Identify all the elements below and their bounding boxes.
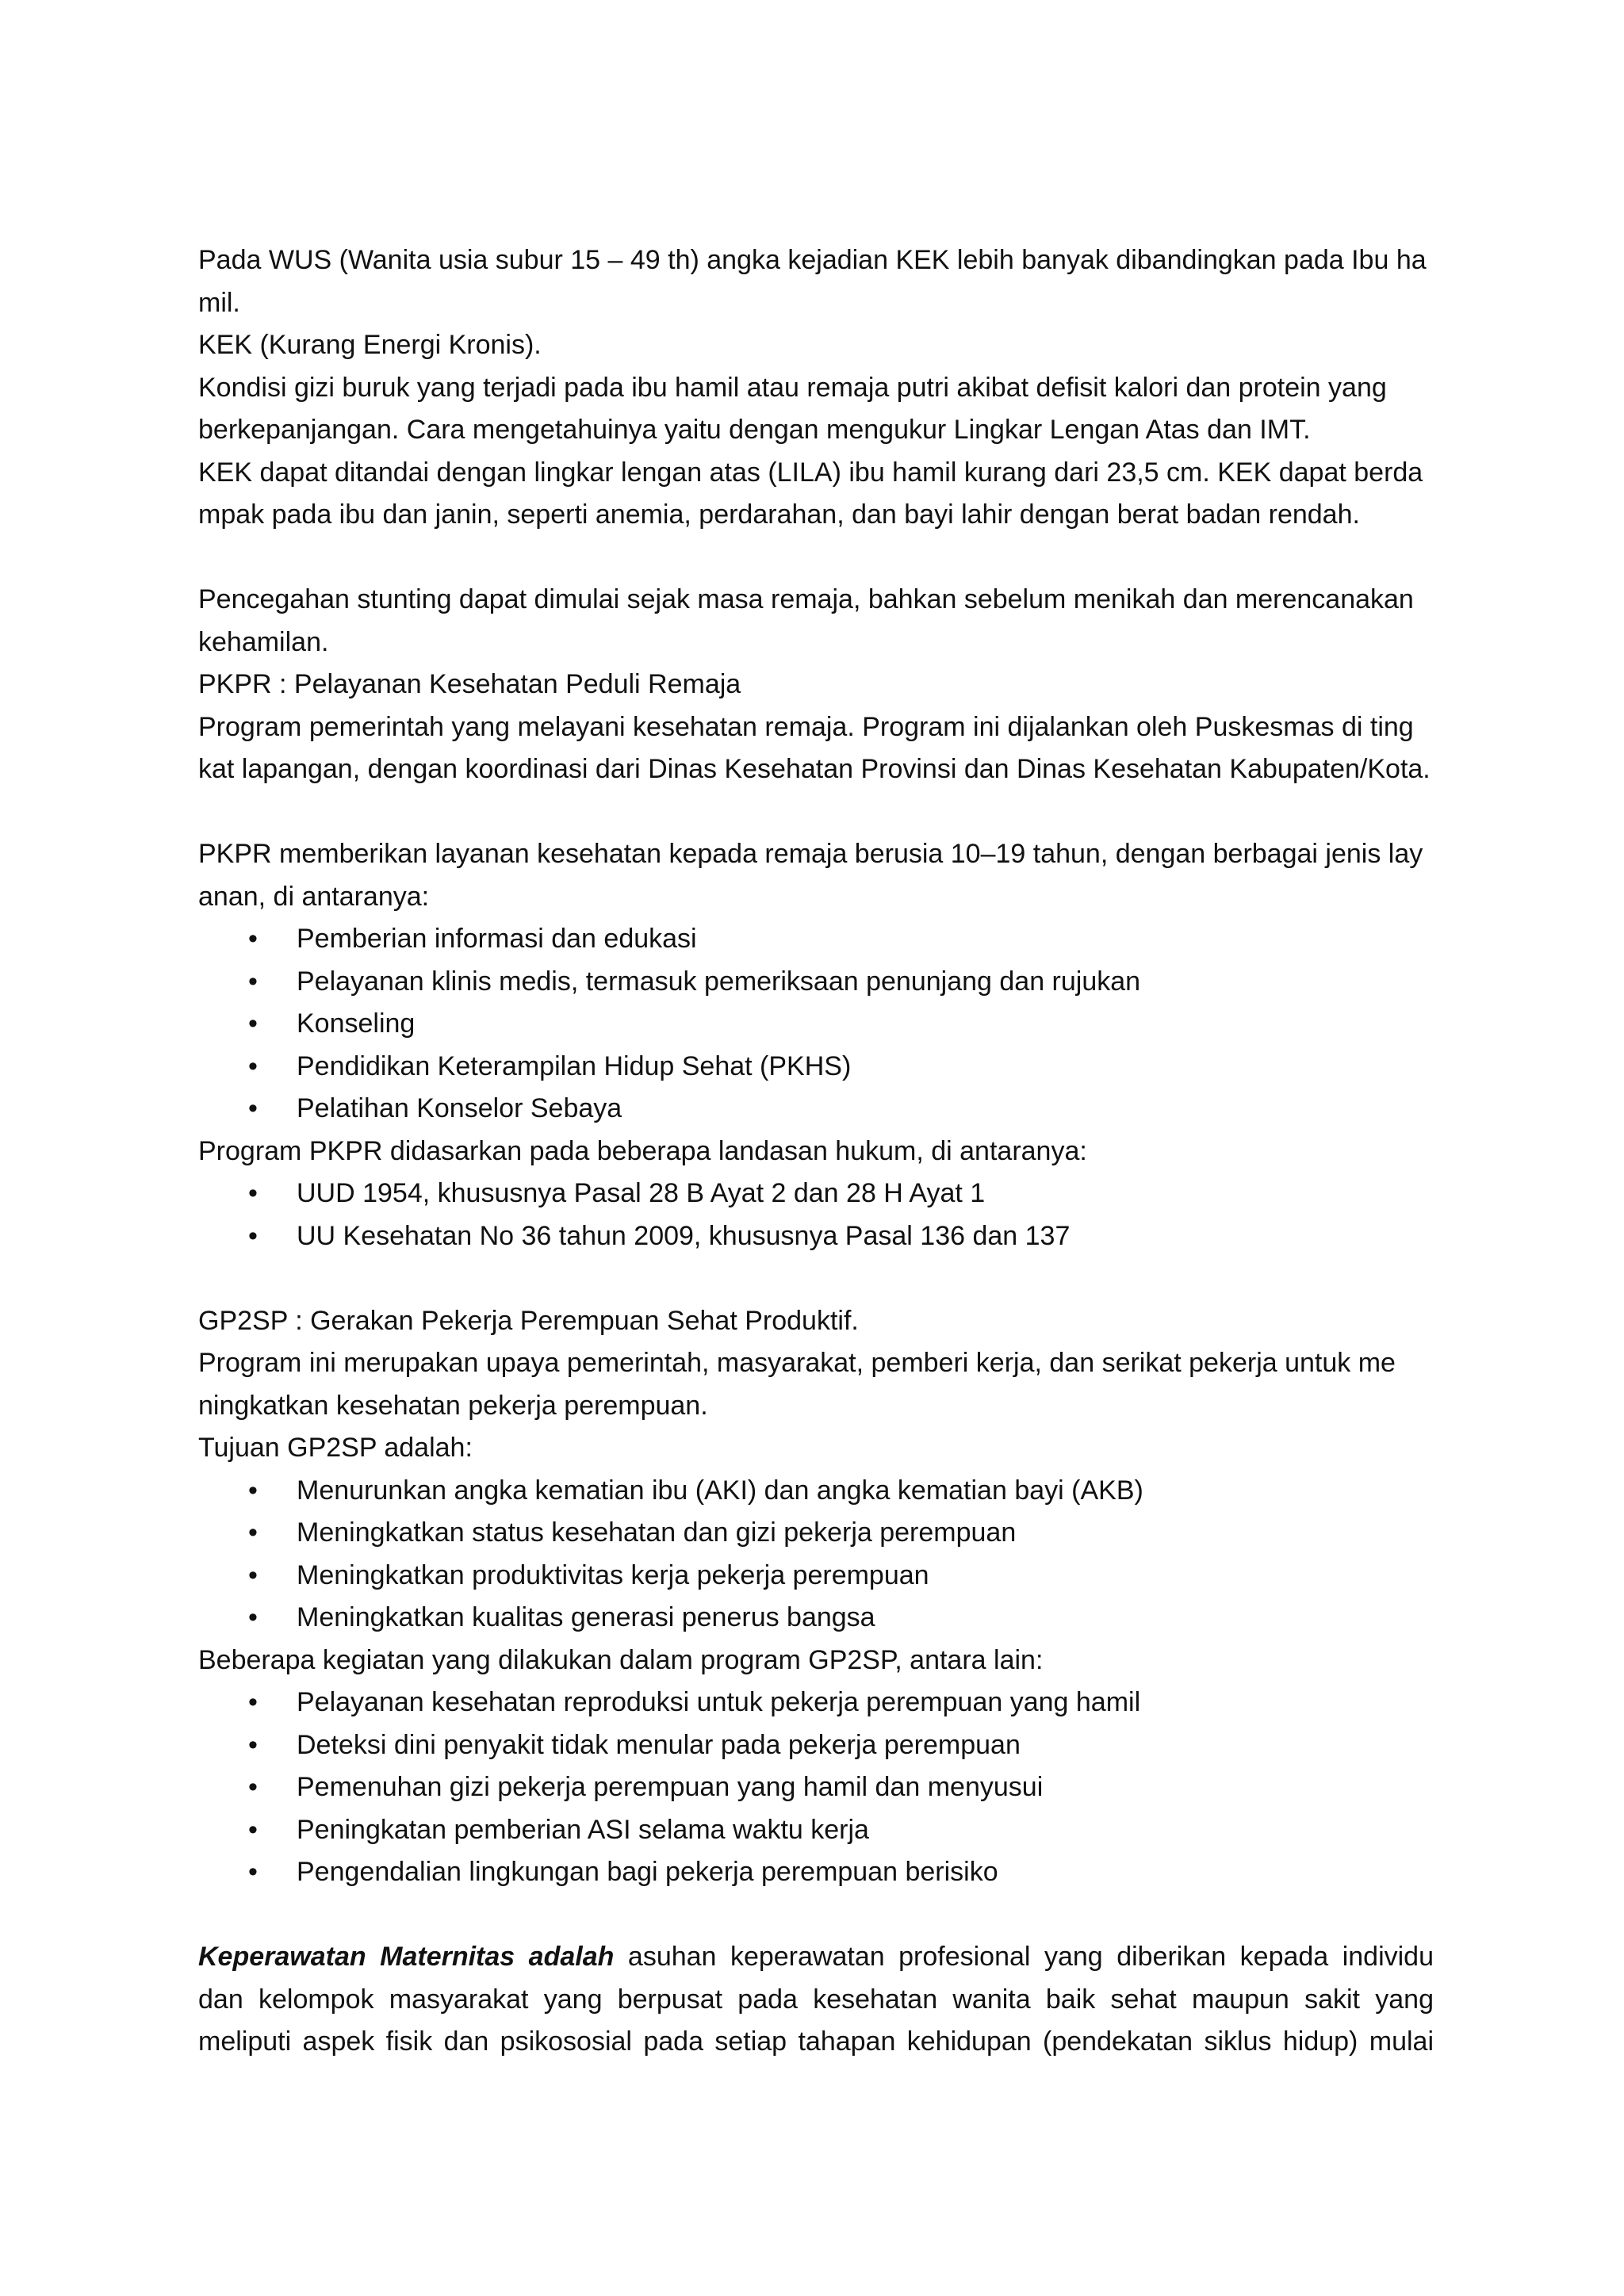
list-item-text: Meningkatkan produktivitas kerja pekerja perempuan [297,1559,929,1590]
list-item [198,1470,1434,1513]
paragraph-pkpr-program [198,706,1434,791]
list-item [198,1512,1434,1555]
bullet-icon: • [248,1093,258,1123]
bullet-icon: • [248,1857,258,1887]
list-gp2sp-activities [198,1682,1434,1894]
paragraph-pkpr-laws-intro: Program PKPR didasarkan pada beberapa landasan hukum, di antaranya: [198,1135,1087,1166]
bullet-icon: • [248,924,258,954]
paragraph-gp2sp-activities-intro: Beberapa kegiatan yang dilakukan dalam program GP2SP, antara lain: [198,1644,1044,1675]
text-line: KEK dapat ditandai dengan lingkar lengan atas (LILA) ibu hamil kurang dari 23,5 cm. KEK dapat berda [198,457,1423,488]
list-pkpr-laws [198,1173,1434,1257]
paragraph-maternity-line-1 [198,1936,1434,1979]
list-item [198,1215,1434,1258]
list-item [198,1682,1434,1724]
document-body [198,239,1434,2064]
text-line: mil. [198,287,240,318]
bullet-icon: • [248,1772,258,1802]
list-gp2sp-goals [198,1470,1434,1640]
blank-line [198,537,1434,580]
blank-line [198,1894,1434,1937]
text-line: Pada WUS (Wanita usia subur 15 – 49 th) angka kejadian KEK lebih banyak dibandingkan pada Ibu ha [198,245,1427,275]
bold-italic-term: Keperawatan Maternitas adalah [198,1942,615,1972]
paragraph-gp2sp-goals-intro: Tujuan GP2SP adalah: [198,1433,473,1463]
list-item [198,1724,1434,1767]
paragraph-wus [198,239,1434,324]
bullet-icon: • [248,1559,258,1590]
list-item-text: Meningkatkan kualitas generasi penerus bangsa [297,1602,875,1632]
paragraph-kek-lila [198,452,1434,537]
text-line: berkepanjangan. Cara mengetahuinya yaitu dengan mengukur Lingkar Lengan Atas dan IMT. [198,415,1311,445]
paragraph-kek-definition [198,367,1434,452]
list-item [198,961,1434,1004]
list-item [198,1555,1434,1598]
text-line: Pencegahan stunting dapat dimulai sejak masa remaja, bahkan sebelum menikah dan merencanakan [198,584,1414,614]
bullet-icon: • [248,1178,258,1208]
blank-line [198,1257,1434,1300]
text-line: anan, di antaranya: [198,881,430,912]
paragraph-maternity-line-3: meliputi aspek fisik dan psikososial pada setiap tahapan kehidupan (pendekatan siklus hidup) mulai [198,2026,1434,2057]
bullet-icon: • [248,1687,258,1717]
bullet-icon: • [248,1517,258,1548]
blank-line [198,791,1434,834]
list-pkpr-services [198,918,1434,1131]
bullet-icon: • [248,1729,258,1760]
paragraph-stunting [198,579,1434,664]
text-line: kat lapangan, dengan koordinasi dari Dinas Kesehatan Provinsi dan Dinas Kesehatan Kabupaten/Kota. [198,754,1431,784]
list-item-text: Menurunkan angka kematian ibu (AKI) dan angka kematian bayi (AKB) [297,1475,1143,1506]
bullet-icon: • [248,1008,258,1039]
list-item [198,1851,1434,1894]
list-item-text: Pelayanan kesehatan reproduksi untuk pekerja perempuan yang hamil [297,1687,1141,1717]
list-item [198,1809,1434,1852]
list-item [198,918,1434,961]
text-line: Kondisi gizi buruk yang terjadi pada ibu hamil atau remaja putri akibat defisit kalori dan protein yang [198,372,1387,403]
bullet-icon: • [248,1602,258,1632]
heading-kek: KEK (Kurang Energi Kronis). [198,330,542,360]
text-line: mpak pada ibu dan janin, seperti anemia, perdarahan, dan bayi lahir dengan berat badan rendah. [198,499,1360,530]
list-item [198,1046,1434,1089]
list-item-text: Pemenuhan gizi pekerja perempuan yang hamil dan menyusui [297,1772,1044,1802]
bullet-icon: • [248,1814,258,1845]
list-item-text: Deteksi dini penyakit tidak menular pada pekerja perempuan [297,1729,1021,1760]
text-line: kehamilan. [198,626,329,657]
list-item-text: Meningkatkan status kesehatan dan gizi pekerja perempuan [297,1517,1017,1548]
paragraph-gp2sp-program [198,1342,1434,1427]
bullet-icon: • [248,966,258,997]
text-line: ningkatkan kesehatan pekerja perempuan. [198,1390,708,1421]
paragraph-maternity-line-2: dan kelompok masyarakat yang berpusat pada kesehatan wanita baik sehat maupun sakit yang [198,1984,1434,2015]
text-line: Program pemerintah yang melayani kesehatan remaja. Program ini dijalankan oleh Puskesmas di ting [198,711,1414,742]
text-run: asuhan keperawatan profesional yang diberikan kepada individu [614,1942,1434,1972]
list-item-text: Pelatihan Konselor Sebaya [297,1093,622,1123]
bullet-icon: • [248,1475,258,1506]
list-item-text: Pelayanan klinis medis, termasuk pemeriksaan penunjang dan rujukan [297,966,1141,997]
bullet-icon: • [248,1220,258,1251]
list-item [198,1003,1434,1046]
list-item-text: Konseling [297,1008,416,1039]
text-line: PKPR memberikan layanan kesehatan kepada remaja berusia 10–19 tahun, dengan berbagai jenis lay [198,839,1423,869]
text-line: Program ini merupakan upaya pemerintah, masyarakat, pemberi kerja, dan serikat pekerja untuk me [198,1348,1396,1378]
heading-pkpr: PKPR : Pelayanan Kesehatan Peduli Remaja [198,669,741,699]
list-item-text: UU Kesehatan No 36 tahun 2009, khususnya Pasal 136 dan 137 [297,1220,1071,1251]
list-item-text: Pemberian informasi dan edukasi [297,924,697,954]
list-item [198,1766,1434,1809]
list-item [198,1597,1434,1640]
list-item [198,1088,1434,1131]
bullet-icon: • [248,1050,258,1081]
list-item-text: Pendidikan Keterampilan Hidup Sehat (PKHS) [297,1050,852,1081]
list-item-text: Pengendalian lingkungan bagi pekerja perempuan berisiko [297,1857,998,1887]
heading-gp2sp: GP2SP : Gerakan Pekerja Perempuan Sehat Produktif. [198,1305,859,1336]
list-item [198,1173,1434,1215]
paragraph-pkpr-services-intro [198,833,1434,918]
list-item-text: UUD 1954, khususnya Pasal 28 B Ayat 2 dan 28 H Ayat 1 [297,1178,986,1208]
list-item-text: Peningkatan pemberian ASI selama waktu kerja [297,1814,869,1845]
